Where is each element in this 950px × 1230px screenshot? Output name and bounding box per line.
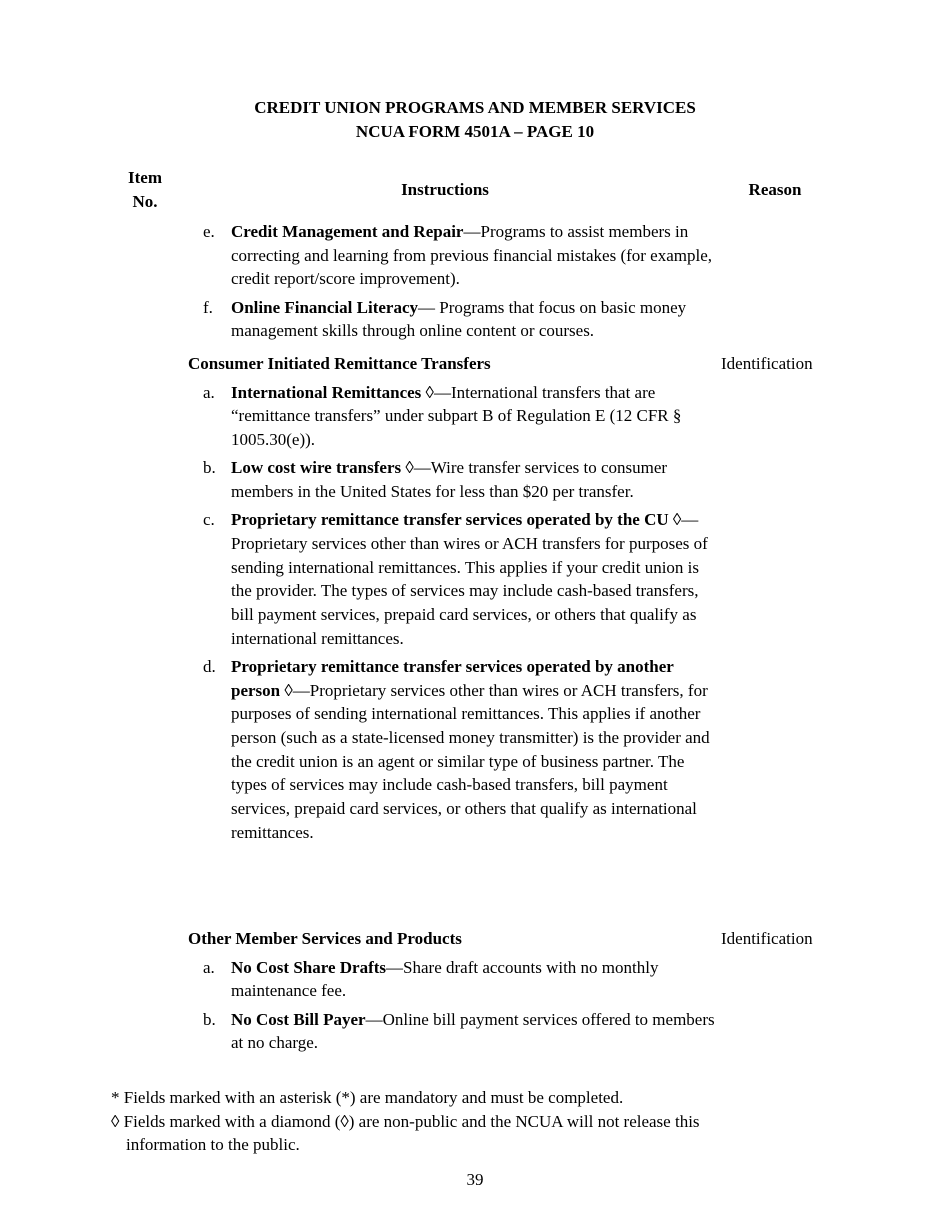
item-description: —Programs to assist members in correcting and learning from previous financial mistakes (for example, credit report/score improvement). (231, 222, 713, 289)
item-list (188, 220, 718, 343)
item-description: —Wire transfer services to consumer members in the United States for less than $20 per transfer. (231, 458, 668, 502)
item-letter: f. (203, 297, 213, 317)
section-title: Consumer Initiated Remittance Transfers (188, 354, 491, 373)
list-item (188, 381, 718, 452)
column-header-item-no: Item No. (128, 168, 162, 211)
reason-remittance-transfers: Identification (721, 354, 813, 373)
column-header-instructions: Instructions (401, 180, 489, 199)
form-title: CREDIT UNION PROGRAMS AND MEMBER SERVICES (254, 98, 696, 117)
section-title: Other Member Services and Products (188, 929, 462, 948)
list-item (188, 296, 718, 343)
item-letter: e. (203, 222, 215, 241)
page-title (0, 96, 950, 144)
item-letter: a. (203, 957, 215, 977)
list-item (188, 456, 718, 503)
list-item (188, 956, 718, 1003)
page-number: 39 (466, 1170, 484, 1189)
item-term: No Cost Share Drafts (231, 957, 387, 977)
item-list (188, 381, 718, 845)
item-letter: c. (203, 510, 215, 530)
list-item (188, 220, 718, 291)
item-term: No Cost Bill Payer (231, 1009, 366, 1029)
footnotes (111, 1086, 811, 1157)
item-term: Low cost wire transfers ◊ (231, 458, 414, 478)
item-description: — Programs that focus on basic money management skills through online content or courses. (231, 297, 687, 341)
item-term: Credit Management and Repair (231, 222, 464, 241)
item-letter: b. (203, 458, 216, 478)
item-description: —Proprietary services other than wires or ACH transfers, for purposes of sending international remittances. This applies if another person (such as a state-licensed money transmitter) is the provider and the credit union is an agent or similar type of business partner. The types of services may include cash-based transfers, bill payment services, prepaid card services, or others that qualify as international remittances. (231, 680, 710, 842)
footnote-diamond: ◊ Fields marked with a diamond (◊) are non-public and the NCUA will not release this (111, 1111, 700, 1131)
list-item (188, 655, 718, 845)
item-letter: d. (203, 656, 216, 676)
item-list (188, 956, 718, 1055)
item-term: Online Financial Literacy (231, 297, 418, 317)
footnote-asterisk: * Fields marked with an asterisk (*) are mandatory and must be completed. (111, 1088, 624, 1107)
section-other-member-services (188, 927, 718, 1060)
item-description: —Proprietary services other than wires or ACH transfers for purposes of sending international remittances. This applies if your credit union is the provider. The types of services may include cash-based transfers, bill payment services, prepaid card services, or others that qualify as international remittances. (231, 510, 708, 648)
footnote-diamond-continued: information to the public. (126, 1135, 300, 1155)
item-term: Proprietary remittance transfer services operated by the CU ◊ (231, 510, 682, 530)
section-financial-education-continued (188, 220, 718, 348)
column-header-reason: Reason (748, 180, 802, 199)
list-item (188, 508, 718, 650)
item-description: —International transfers that are “remittance transfers” under subpart B of Regulation E (12 CFR § 1005.30(e)). (231, 382, 682, 450)
item-term: International Remittances ◊ (231, 382, 434, 402)
reason-other-member-services: Identification (721, 929, 813, 948)
item-letter: a. (203, 382, 215, 402)
item-description: —Online bill payment services offered to members at no charge. (231, 1009, 715, 1053)
section-remittance-transfers (188, 352, 718, 849)
item-letter: b. (203, 1009, 216, 1029)
list-item (188, 1008, 718, 1055)
item-description: —Share draft accounts with no monthly maintenance fee. (231, 957, 659, 1001)
item-term: Proprietary remittance transfer services operated by another person ◊ (231, 656, 674, 700)
form-page-label: NCUA FORM 4501A – PAGE 10 (355, 122, 595, 141)
